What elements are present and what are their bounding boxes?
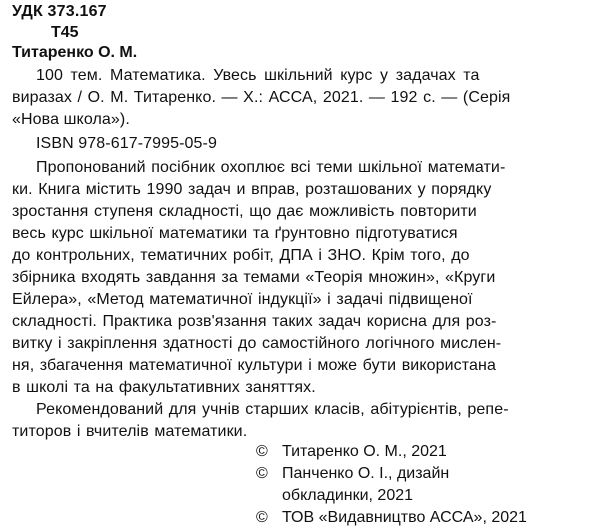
annotation-line: ня, збагачення математичної культури і може бути використана <box>12 357 496 374</box>
annotation-line: весь курс шкільної математики та ґрунтовно підготуватися <box>12 225 458 242</box>
annotation-line: збірника входять завдання за темами «Теорія множин», «Круги <box>12 269 496 286</box>
copyright-icon: © <box>256 465 268 482</box>
annotation-line: складності. Практика розв'язання таких задач корисна для роз- <box>12 313 497 330</box>
copyright-entry <box>256 464 449 483</box>
copyright-entry <box>256 442 447 461</box>
recommendation-line: Рекомендований для учнів старших класів, абітурієнтів, репе- <box>36 401 509 418</box>
copyright-text: Панченко О. І., дизайн <box>282 465 450 482</box>
bibliographic-description-line: 100 тем. Математика. Увесь шкільний курс у задачах та <box>36 67 480 84</box>
copyright-entry-continuation <box>256 486 413 505</box>
annotation-line: в школі та на факультативних заняттях. <box>12 379 316 396</box>
copyright-entry <box>256 508 527 527</box>
copyright-text: ТОВ «Видавництво АССА», 2021 <box>282 509 527 526</box>
recommendation-line: титоров і вчителів математики. <box>12 423 248 440</box>
annotation-line: Ейлера», «Метод математичної індукції» і задачі підвищеної <box>12 291 473 308</box>
annotation-line: Пропонований посібник охоплює всі теми шкільної математи- <box>36 159 506 176</box>
bibliographic-description-line: виразах / О. М. Титаренко. — Х.: АССА, 2021. — 192 с. — (Серія <box>12 89 511 106</box>
copyright-text: Титаренко О. М., 2021 <box>282 443 447 460</box>
author-mark: Т45 <box>51 24 79 41</box>
udk-code: УДК 373.167 <box>12 3 107 20</box>
annotation-line: до контрольних, тематичних робіт, ДПА і ЗНО. Крім того, до <box>12 247 470 264</box>
copyright-text: обкладинки, 2021 <box>282 487 414 504</box>
isbn: ISBN 978-617-7995-05-9 <box>36 135 217 152</box>
annotation-line: витку і закріплення здатності до самостійного логічного мислен- <box>12 335 502 352</box>
copyright-icon: © <box>256 443 268 460</box>
annotation-line: зростання ступеня складності, що дає можливість повторити <box>12 203 477 220</box>
copyright-icon: © <box>256 509 268 526</box>
author-name: Титаренко О. М. <box>12 44 138 61</box>
annotation-line: ки. Книга містить 1990 задач и вправ, розташованих у порядку <box>12 181 492 198</box>
bibliographic-description-line: «Нова школа»). <box>12 111 130 128</box>
